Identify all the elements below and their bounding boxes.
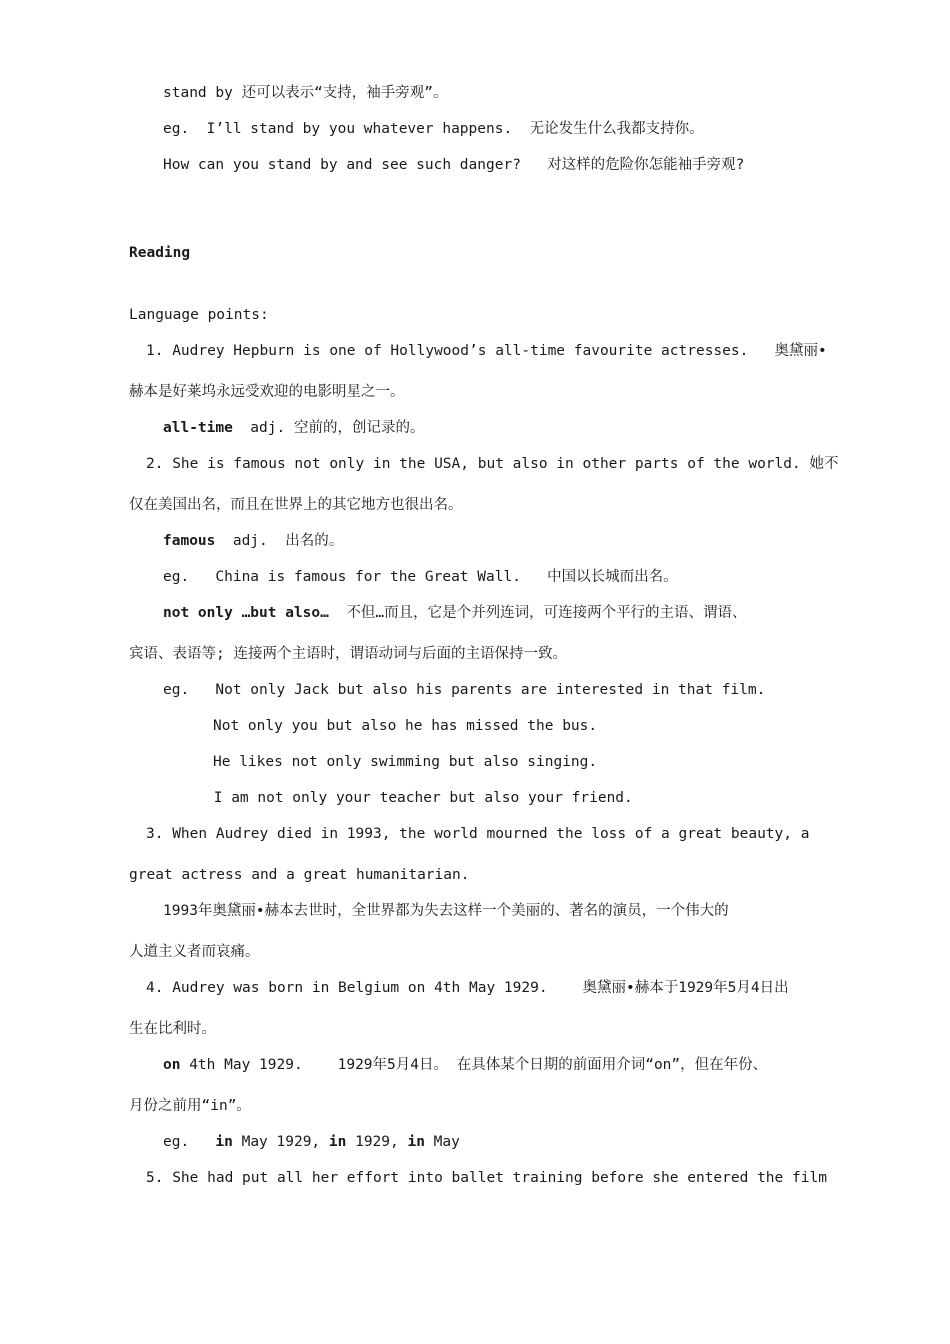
example-text: May (424, 1134, 460, 1150)
vocab-term: on (163, 1057, 181, 1073)
text-line: great actress and a great humanitarian. (129, 867, 470, 883)
example-line (163, 1132, 460, 1152)
text-line: 宾语、表语等; 连接两个主语时，谓语动词与后面的主语保持一致。 (129, 646, 567, 662)
text-line: 人道主义者而哀痛。 (129, 944, 260, 960)
vocab-line (163, 531, 343, 551)
list-item: 5. She had put all her effort into ballet training before she entered the film (146, 1170, 827, 1186)
text-line: 生在比利时。 (129, 1021, 216, 1037)
example-line: eg. Not only Jack but also his parents are interested in that film. (163, 682, 766, 698)
list-item: 3. When Audrey died in 1993, the world mourned the loss of a great beauty, a (146, 826, 810, 842)
list-item: 4. Audrey was born in Belgium on 4th May 1929. 奥黛丽•赫本于1929年5月4日出 (146, 980, 789, 996)
section-heading: Reading (129, 245, 191, 261)
vocab-line (163, 603, 747, 623)
emphasis: in (215, 1134, 233, 1150)
text-line: stand by 还可以表示“支持，袖手旁观”。 (163, 85, 448, 101)
text-line: 1993年奥黛丽•赫本去世时，全世界都为失去这样一个美丽的、著名的演员，一个伟大的 (163, 903, 729, 919)
vocab-definition: adj. 空前的，创记录的。 (232, 420, 425, 436)
list-item: 2. She is famous not only in the USA, but also in other parts of the world. 她不 (146, 456, 839, 472)
example-line: He likes not only swimming but also singing. (213, 754, 598, 770)
example-prefix: eg. (163, 1134, 216, 1150)
vocab-term: not only …but also… (163, 605, 329, 621)
emphasis: in (328, 1134, 347, 1150)
text-line: 仅在美国出名，而且在世界上的其它地方也很出名。 (129, 497, 463, 513)
text-line: 赫本是好莱坞永远受欢迎的电影明星之一。 (129, 384, 405, 400)
text-line: eg. I’ll stand by you whatever happens. 无论发生什么我都支持你。 (163, 121, 704, 137)
vocab-definition: 不但…而且，它是个并列连词，可连接两个平行的主语、谓语、 (328, 605, 747, 621)
text-line: Language points: (129, 307, 269, 323)
vocab-definition: 4th May 1929. 1929年5月4日。 在具体某个日期的前面用介词“on”，但在年份、 (180, 1057, 768, 1073)
vocab-definition: adj. 出名的。 (215, 533, 344, 549)
list-item: 1. Audrey Hepburn is one of Hollywood’s all-time favourite actresses. 奥黛丽• (146, 343, 827, 359)
vocab-line (163, 418, 424, 438)
example-text: May 1929, (232, 1134, 329, 1150)
text-line: 月份之前用“in”。 (129, 1098, 251, 1114)
example-line: Not only you but also he has missed the bus. (213, 718, 598, 734)
example-text: 1929, (346, 1134, 408, 1150)
example-line: eg. China is famous for the Great Wall. 中国以长城而出名。 (163, 569, 678, 585)
text-line: How can you stand by and see such danger? 对这样的危险你怎能袖手旁观? (163, 157, 745, 173)
example-line: I am not only your teacher but also your friend. (205, 790, 633, 806)
emphasis: in (407, 1134, 425, 1150)
vocab-line (163, 1055, 767, 1075)
vocab-term: famous (163, 533, 216, 549)
vocab-term: all-time (163, 420, 233, 436)
